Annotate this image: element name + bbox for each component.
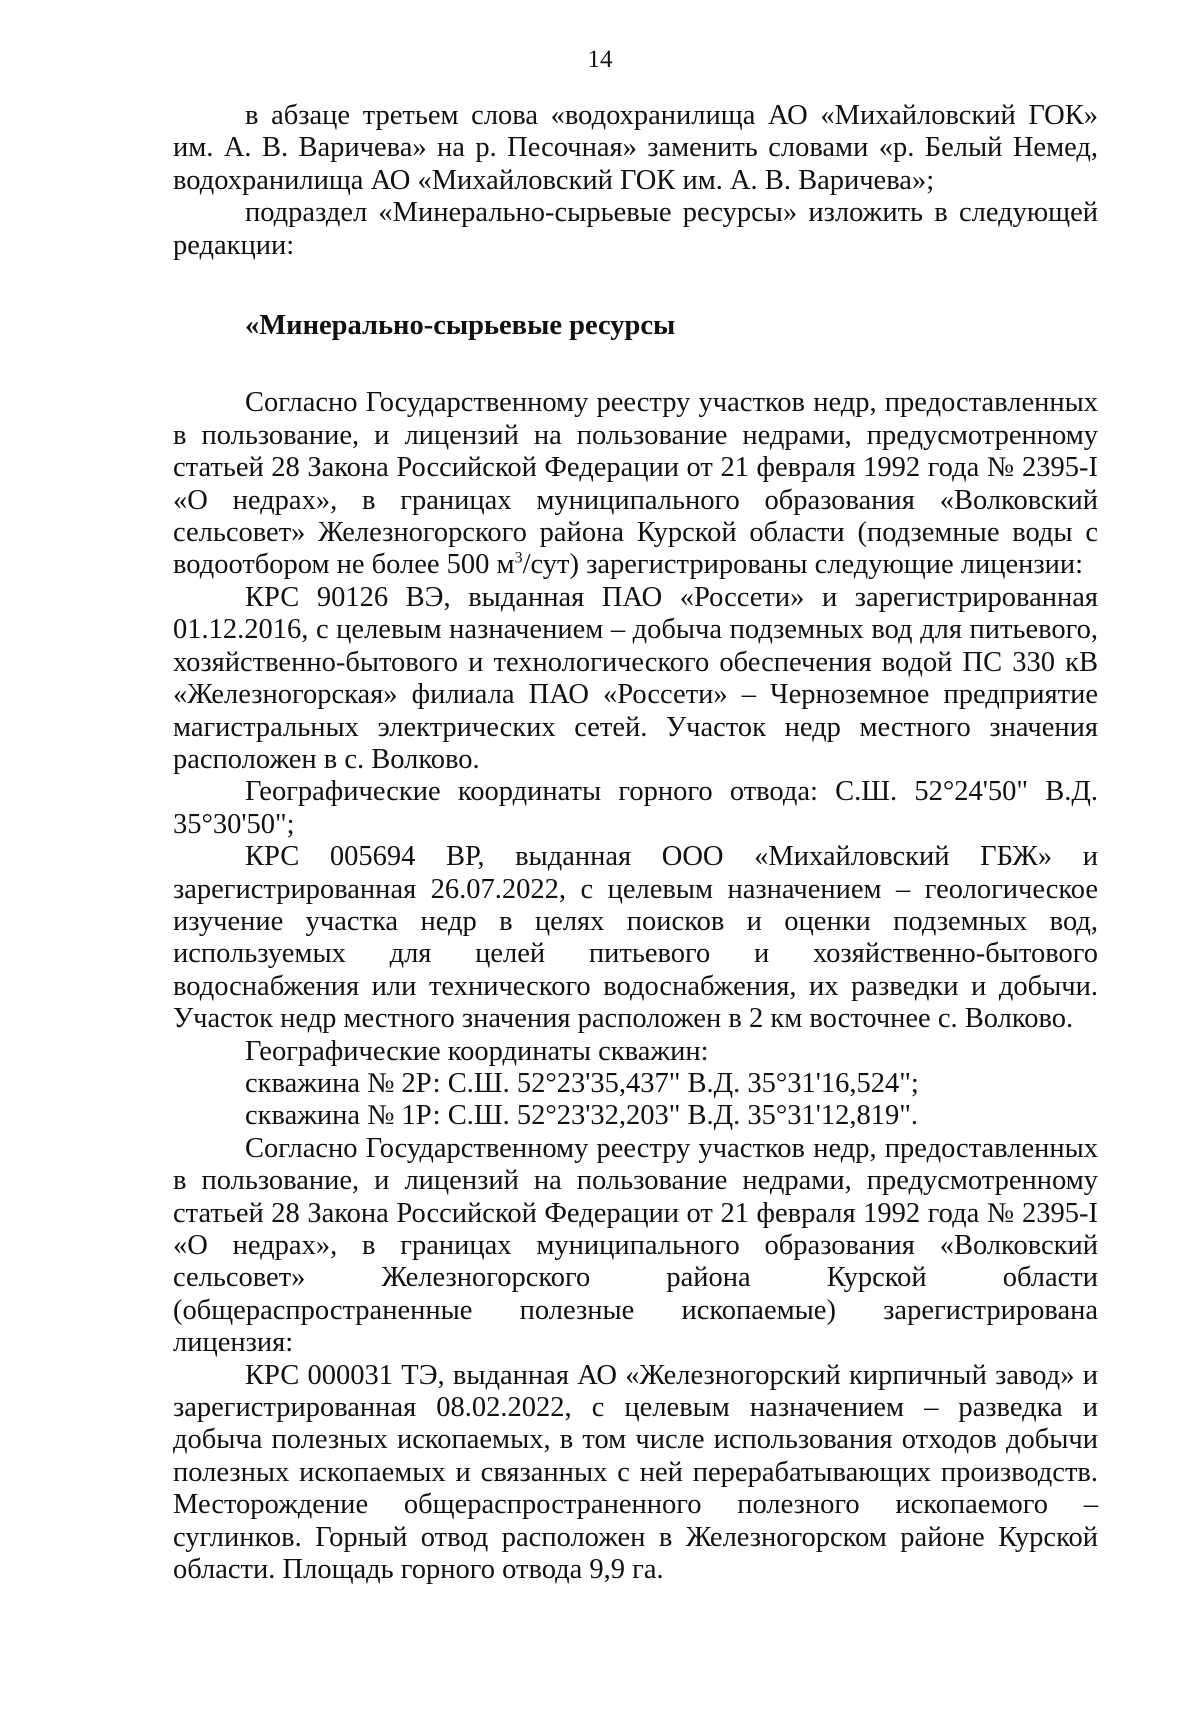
page-number: 14 [587, 46, 613, 73]
paragraph-coordinates-1: Географические координаты горного отвода: С.Ш. 52°24'50" В.Д. 35°30'50"; [173, 776, 1098, 840]
registry-text: Согласно Государственному реестру участков недр, предоставленных в пользование, и лицензий на пользование недрами, предусмотренному статьей 28 Закона Российской Федерации от 21 февраля 1992 года № 2395-I «О недрах», в границах муниципального образования «Волковский сельсовет» Железногорского района Курской области (подземные воды с водоотбором не более 500 м [173, 387, 1098, 581]
paragraph-amendment-1: в абзаце третьем слова «водохранилища АО «Михайловский ГОК» им. А. В. Варичева» на р. Песочная» заменить словами «р. Белый Немед, водохранилища АО «Михайловский ГОК им. А. В. Варичева»; [173, 100, 1098, 196]
paragraph-amendment-2: подраздел «Минерально-сырьевые ресурсы» изложить в следующей редакции: [173, 197, 1098, 261]
paragraph-registry-groundwater [173, 387, 1098, 581]
paragraph-registry-minerals: Согласно Государственному реестру участков недр, предоставленных в пользование, и лицензий на пользование недрами, предусмотренному статьей 28 Закона Российской Федерации от 21 февраля 1992 года № 2395-I «О недрах», в границах муниципального образования «Волковский сельсовет» Железногорского района Курской области (общераспространенные полезные ископаемые) зарегистрирована лицензия: [173, 1132, 1098, 1359]
superscript-3: 3 [514, 549, 523, 567]
paragraph-wells-heading: Географические координаты скважин: [245, 1035, 709, 1067]
paragraph-license-000031: КРС 000031 ТЭ, выданная АО «Железногорский кирпичный завод» и зарегистрированная 08.02.2022, с целевым назначением – разведка и добыча полезных ископаемых, в том числе использования отходов добычи полезных ископаемых и связанных с ней перерабатывающих производств. Месторождение общераспространенного полезного ископаемого – суглинков. Горный отвод расположен в Железногорском районе Курской области. Площадь горного отвода 9,9 га. [173, 1359, 1098, 1586]
document-body [173, 100, 1098, 1586]
section-heading: «Минерально-сырьевые ресурсы [245, 310, 676, 342]
registry-text-end: /сут) зарегистрированы следующие лицензии: [522, 549, 1084, 581]
paragraph-license-005694: КРС 005694 ВР, выданная ООО «Михайловский ГБЖ» и зарегистрированная 26.07.2022, с целевым назначением – геологическое изучение участка недр в целях поисков и оценки подземных вод, используемых для целей питьевого и хозяйственно-бытового водоснабжения или технического водоснабжения, их разведки и добычи. Участок недр местного значения расположен в 2 км восточнее с. Волково. [173, 841, 1098, 1035]
paragraph-well-2r: скважина № 2Р: С.Ш. 52°23'35,437" В.Д. 35°31'16,524"; [245, 1067, 919, 1099]
paragraph-license-90126: КРС 90126 ВЭ, выданная ПАО «Россети» и зарегистрированная 01.12.2016, с целевым назначением – добыча подземных вод для питьевого, хозяйственно-бытового и технологического обеспечения водой ПС 330 кВ «Железногорская» филиала ПАО «Россети» – Черноземное предприятие магистральных электрических сетей. Участок недр местного значения расположен в с. Волково. [173, 581, 1098, 775]
paragraph-well-1r: скважина № 1Р: С.Ш. 52°23'32,203" В.Д. 35°31'12,819". [245, 1100, 919, 1132]
